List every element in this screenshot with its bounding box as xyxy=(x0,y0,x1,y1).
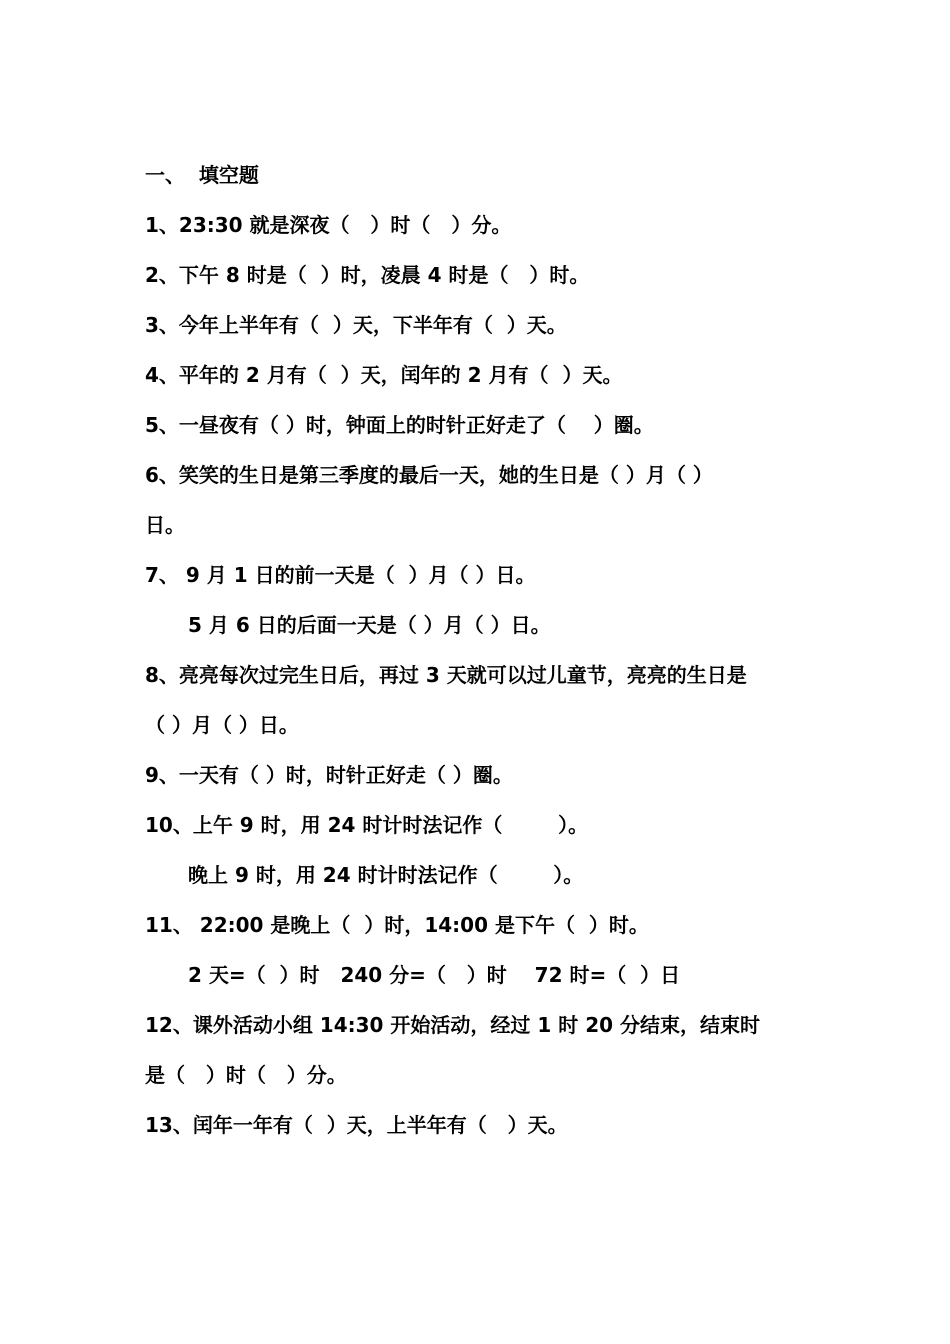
question-13: 13、闰年一年有（ ）天，上半年有（ ）天。 xyxy=(145,1113,568,1137)
question-9: 9、一天有（ ）时，时针正好走（ ）圈。 xyxy=(145,763,513,787)
question-8-continued: （ ）月（ ）日。 xyxy=(145,713,299,737)
section-heading: 一、 填空题 xyxy=(145,163,259,187)
question-4: 4、平年的 2 月有（ ）天，闰年的 2 月有（ ）天。 xyxy=(145,363,623,387)
question-2: 2、下午 8 时是（ ）时，凌晨 4 时是（ ）时。 xyxy=(145,263,590,287)
question-11-part-2: 2 天=（ ）时 240 分=（ ）时 72 时=（ ）日 xyxy=(188,963,681,987)
question-7: 7、 9 月 1 日的前一天是（ ）月（ ）日。 xyxy=(145,563,536,587)
question-11: 11、 22:00 是晚上（ ）时，14:00 是下午（ ）时。 xyxy=(145,913,649,937)
question-6-continued: 日。 xyxy=(145,513,185,537)
question-3: 3、今年上半年有（ ）天，下半年有（ ）天。 xyxy=(145,313,567,337)
question-1: 1、23:30 就是深夜（ ）时（ ）分。 xyxy=(145,213,512,237)
question-12: 12、课外活动小组 14:30 开始活动，经过 1 时 20 分结束，结束时 xyxy=(145,1013,761,1037)
question-10-part-2: 晚上 9 时，用 24 时计时法记作（ ）。 xyxy=(188,863,584,887)
question-5: 5、一昼夜有（ ）时，钟面上的时针正好走了（ ）圈。 xyxy=(145,413,654,437)
question-8: 8、亮亮每次过完生日后，再过 3 天就可以过儿童节，亮亮的生日是 xyxy=(145,663,747,687)
question-12-continued: 是（ ）时（ ）分。 xyxy=(145,1063,347,1087)
question-10: 10、上午 9 时，用 24 时计时法记作（ ）。 xyxy=(145,813,589,837)
question-6: 6、笑笑的生日是第三季度的最后一天，她的生日是（ ）月（ ） xyxy=(145,463,713,487)
question-7-part-2: 5 月 6 日的后面一天是（ ）月（ ）日。 xyxy=(188,613,551,637)
